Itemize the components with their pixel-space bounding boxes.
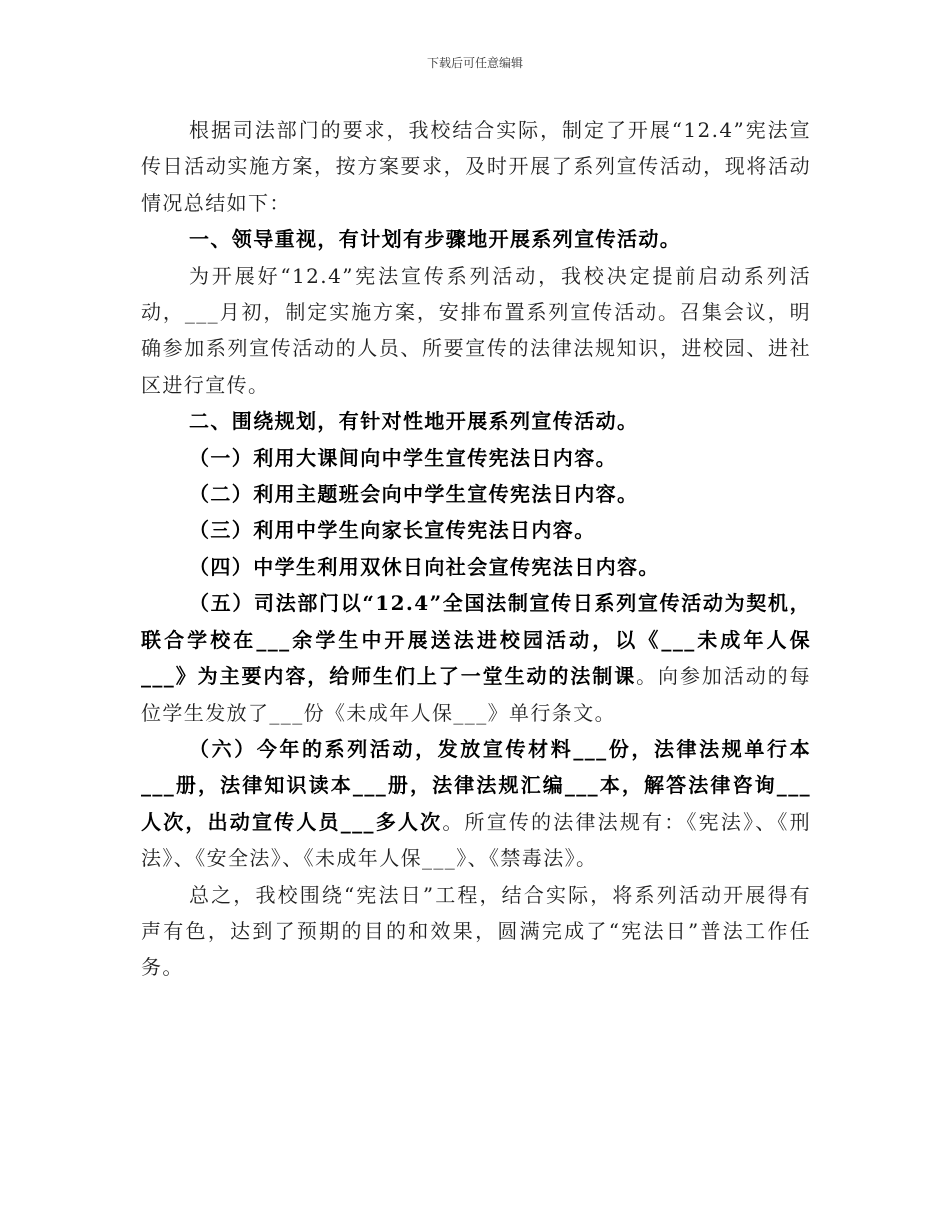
list-item-1: （一）利用大课间向中学生宣传宪法日内容。 bbox=[189, 445, 617, 470]
conclusion-paragraph: 总之，我校围绕“宪法日”工程，结合实际，将系列活动开展得有声有色，达到了预期的目的和效果，圆满完成了“宪法日”普法工作任务。 bbox=[141, 882, 811, 980]
list-item-6-normal: 。所宣传的法律法规有：《宪法》、《刑法》、《安全法》、《未成年人保___》、《禁毒法》。 bbox=[141, 809, 811, 871]
download-note: 下载后可任意编辑 bbox=[426, 56, 523, 70]
list-item-6-bold: （六）今年的系列活动，发放宣传材料___份，法律法规单行本___册，法律知识读本___册，法律法规汇编___本，解答法律咨询___人次，出动宣传人员___多人次 bbox=[141, 736, 811, 834]
list-item-3: （三）利用中学生向家长宣传宪法日内容。 bbox=[189, 518, 596, 543]
list-item-5-bold: （五）司法部门以“12.4”全国法制宣传日系列宣传活动为契机，联合学校在___余学生中开展送法进校园活动，以《___未成年人保___》为主要内容，给师生们上了一堂生动的法制课 bbox=[141, 591, 811, 689]
document-body bbox=[141, 112, 811, 986]
list-item-6 bbox=[141, 731, 811, 877]
list-item-4: （四）中学生利用双休日向社会宣传宪法日内容。 bbox=[189, 554, 660, 579]
list-item-2: （二）利用主题班会向中学生宣传宪法日内容。 bbox=[189, 482, 639, 507]
list-item-5 bbox=[141, 585, 811, 731]
list-item-5-normal: 。向参加活动的每位学生发放了___份《未成年人保___》单行条文。 bbox=[141, 664, 811, 725]
section-1-paragraph: 为开展好“12.4”宪法宣传系列活动，我校决定提前启动系列活动，___月初，制定实施方案，安排布置系列宣传活动。召集会议，明确参加系列宣传活动的人员、所要宣传的法律法规知识，进校园、进社区进行宣传。 bbox=[141, 263, 811, 397]
section-heading-1: 一、领导重视，有计划有步骤地开展系列宣传活动。 bbox=[189, 227, 682, 252]
section-heading-2: 二、围绕规划，有针对性地开展系列宣传活动。 bbox=[189, 409, 639, 434]
intro-paragraph: 根据司法部门的要求，我校结合实际，制定了开展“12.4”宪法宣传日活动实施方案，按方案要求，及时开展了系列宣传活动，现将活动情况总结如下： bbox=[141, 118, 811, 215]
